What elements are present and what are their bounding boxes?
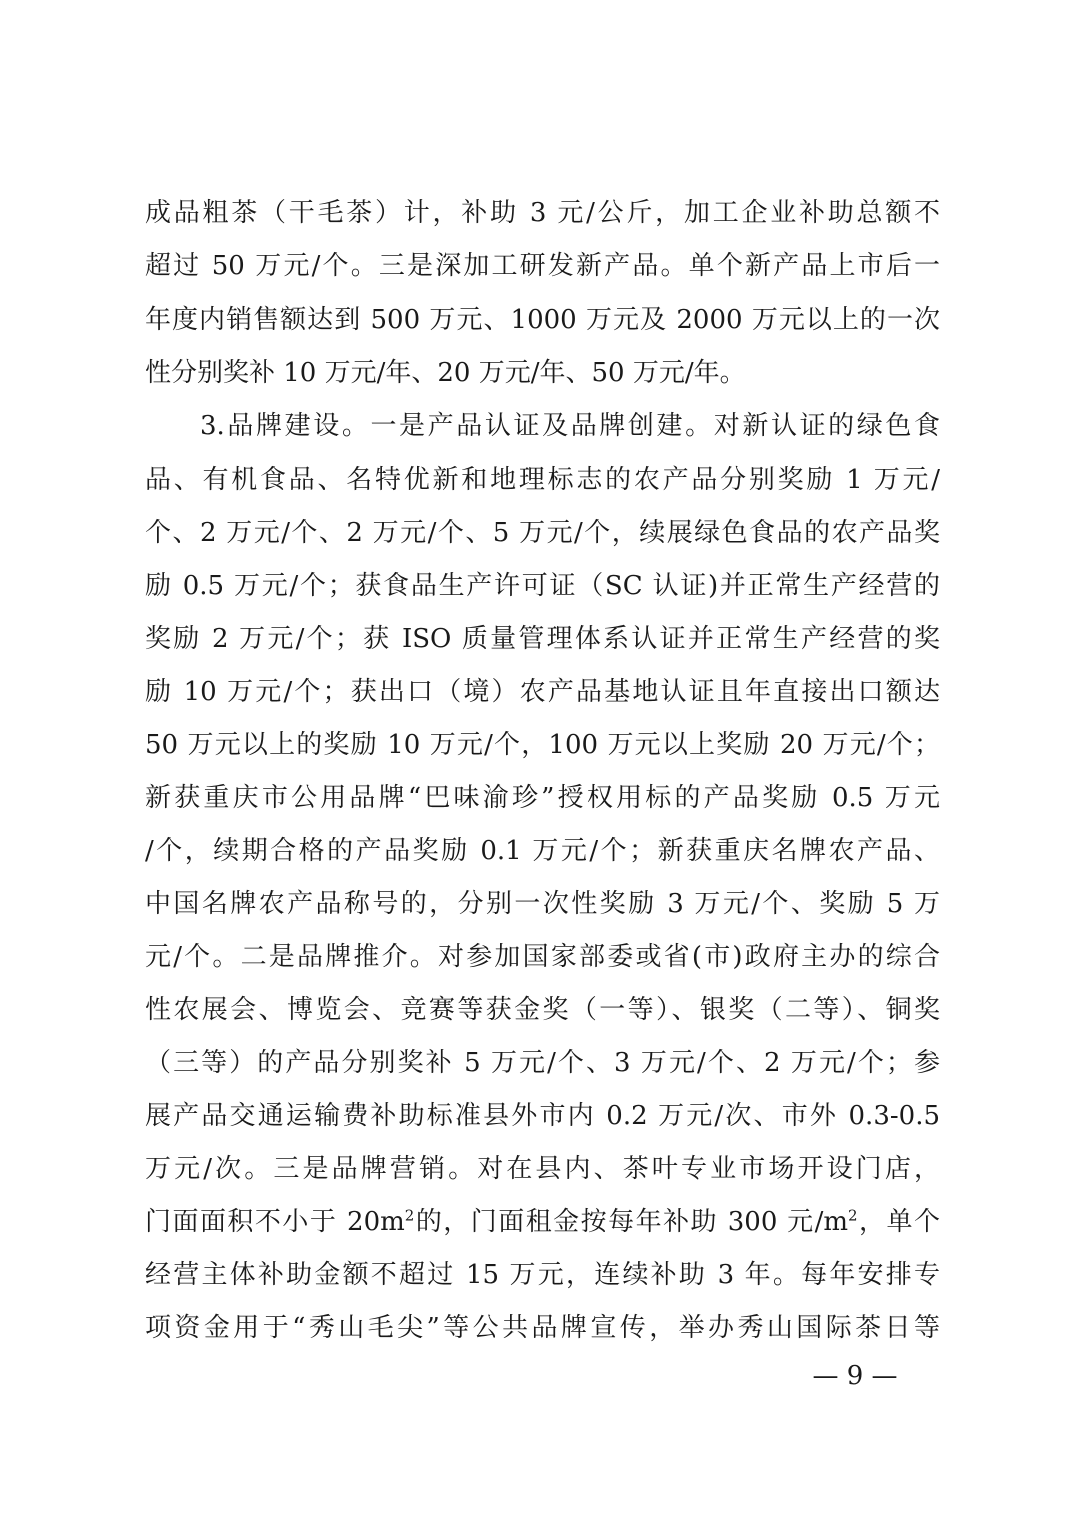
body-text-line: 项资金用于“秀山毛尖”等公共品牌宣传，举办秀山国际茶日等 (145, 1313, 940, 1343)
line-segment: 门面面积不小于 20m (145, 1207, 405, 1237)
body-text-line: 励 10 万元/个；获出口（境）农产品基地认证且年直接出口额达 (145, 677, 940, 707)
body-text-line: 品、有机食品、名特优新和地理标志的农产品分别奖励 1 万元/ (145, 465, 940, 495)
body-text-line: 性农展会、博览会、竞赛等获金奖（一等）、银奖（二等）、铜奖 (145, 995, 940, 1025)
body-text-line: 中国名牌农产品称号的，分别一次性奖励 3 万元/个、奖励 5 万 (145, 889, 940, 919)
body-text-line: 性分别奖补 10 万元/年、20 万元/年、50 万元/年。 (145, 358, 746, 388)
body-text-line: 万元/次。三是品牌营销。对在县内、茶叶专业市场开设门店， (145, 1154, 940, 1184)
body-text-line: 励 0.5 万元/个；获食品生产许可证（SC 认证)并正常生产经营的 (145, 571, 940, 601)
superscript: 2 (848, 1206, 858, 1225)
page-number: — 9 — (812, 1361, 898, 1391)
line-segment: ，单个 (857, 1207, 940, 1237)
body-text-line: 超过 50 万元/个。三是深加工研发新产品。单个新产品上市后一 (145, 251, 940, 281)
body-text-line: 成品粗茶（干毛茶）计，补助 3 元/公斤，加工企业补助总额不 (145, 198, 940, 228)
body-text-line: 50 万元以上的奖励 10 万元/个，100 万元以上奖励 20 万元/个； (145, 730, 940, 760)
superscript: 2 (404, 1206, 415, 1225)
body-text-line: 个、2 万元/个、2 万元/个、5 万元/个，续展绿色食品的农产品奖 (145, 518, 940, 548)
body-text-line: 展产品交通运输费补助标准县外市内 0.2 万元/次、市外 0.3-0.5 (145, 1101, 940, 1131)
body-text-line-with-superscript (145, 1199, 940, 1245)
body-text-line: 奖励 2 万元/个；获 ISO 质量管理体系认证并正常生产经营的奖 (145, 624, 940, 654)
body-text-line: 新获重庆市公用品牌“巴味渝珍”授权用标的产品奖励 0.5 万元 (145, 783, 940, 813)
body-text-line: 经营主体补助金额不超过 15 万元，连续补助 3 年。每年安排专 (145, 1260, 940, 1290)
body-text-line: 年度内销售额达到 500 万元、1000 万元及 2000 万元以上的一次 (145, 305, 940, 335)
line-segment: 的，门面租金按每年补助 300 元/m (414, 1207, 849, 1237)
body-text-line: /个，续期合格的产品奖励 0.1 万元/个；新获重庆名牌农产品、 (145, 836, 940, 866)
body-text-line: （三等）的产品分别奖补 5 万元/个、3 万元/个、2 万元/个；参 (145, 1048, 940, 1078)
section-heading-line: 3.品牌建设。一是产品认证及品牌创建。对新认证的绿色食 (200, 411, 940, 441)
body-text-line: 元/个。二是品牌推介。对参加国家部委或省(市)政府主办的综合 (145, 942, 940, 972)
